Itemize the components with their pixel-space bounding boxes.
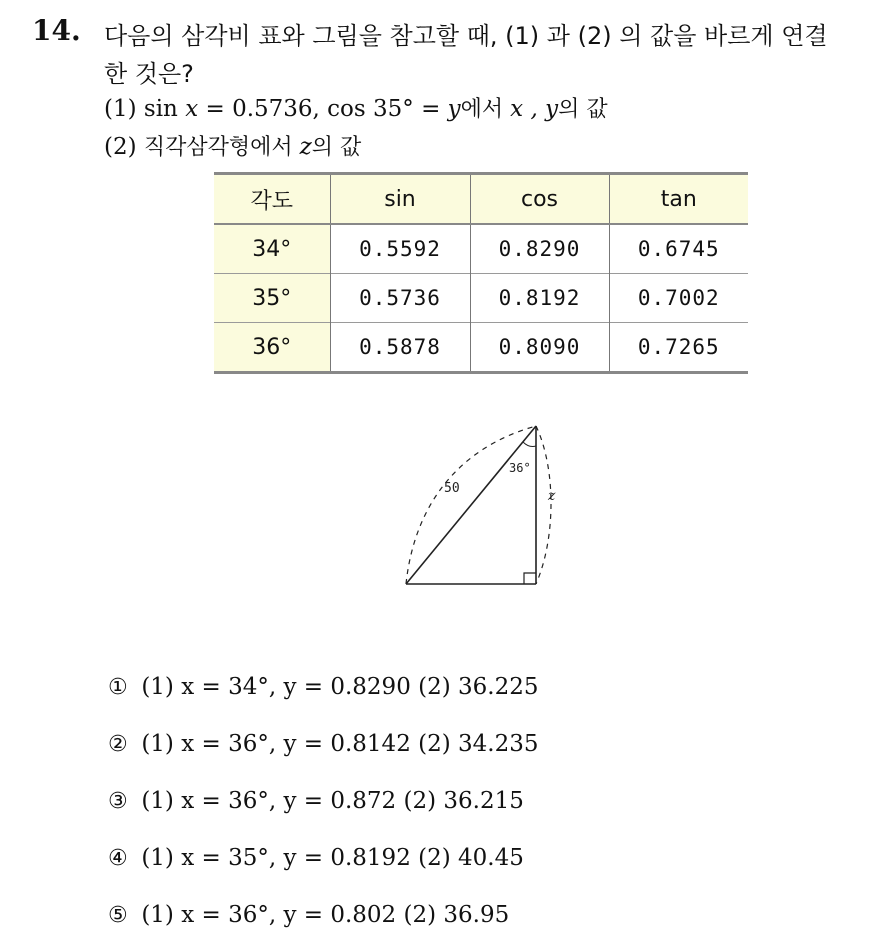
- angle-cell: 35°: [214, 274, 330, 323]
- question-text-line2: 한 것은?: [104, 60, 194, 88]
- answer-choice-5[interactable]: [108, 902, 509, 928]
- tan-cell: 0.7002: [637, 286, 720, 310]
- header-cos: cos: [470, 174, 609, 225]
- question-text-line1: 다음의 삼각비 표와 그림을 참고할 때, (1) 과 (2) 의 값을 바르게 연결: [104, 22, 828, 50]
- angle-cell: 36°: [214, 323, 330, 373]
- side-label-z: z: [548, 488, 556, 504]
- hypotenuse-label: 50: [444, 481, 460, 496]
- angle-cell: 34°: [214, 224, 330, 274]
- trig-table: [214, 172, 748, 374]
- right-angle-mark: [524, 573, 536, 584]
- sub1-ko: 에서: [460, 97, 511, 122]
- table-row: [214, 323, 748, 373]
- choice-mark: ④: [108, 846, 128, 871]
- sub2-end: 의 값: [311, 135, 362, 160]
- question-number: 14.: [32, 14, 81, 47]
- sin-cell: 0.5736: [330, 274, 470, 323]
- choice-mark: ③: [108, 789, 128, 814]
- right-triangle-figure: [396, 418, 566, 598]
- sub1-end: 의 값: [558, 97, 608, 122]
- sub1-vars: x , y: [510, 96, 559, 122]
- table-header-row: [214, 174, 748, 225]
- sin-cell: 0.5878: [330, 323, 470, 373]
- choice-mark: ⑤: [108, 903, 128, 928]
- choice-text: (1) x = 34°, y = 0.8290 (2) 36.225: [141, 674, 539, 700]
- answer-choice-4[interactable]: [108, 845, 524, 871]
- sub-question-2: [104, 130, 361, 161]
- hypotenuse-line: [406, 426, 536, 584]
- table-row: [214, 224, 748, 274]
- answer-choice-3[interactable]: [108, 788, 524, 814]
- choice-mark: ②: [108, 732, 128, 757]
- choice-text: (1) x = 36°, y = 0.872 (2) 36.215: [141, 788, 524, 814]
- answer-choice-1[interactable]: [108, 674, 539, 700]
- sub2-ko: 직각삼각형에서: [143, 135, 300, 160]
- sin-cell: 0.5592: [330, 224, 470, 274]
- angle-label: 36°: [509, 461, 531, 475]
- choice-text: (1) x = 36°, y = 0.8142 (2) 34.235: [141, 731, 539, 757]
- side-arc: [536, 426, 551, 584]
- sub1-var-y: y: [447, 96, 461, 122]
- answer-choice-2[interactable]: [108, 731, 539, 757]
- table-row: [214, 274, 748, 323]
- sub1-prefix: (1) sin: [104, 96, 186, 122]
- choice-text: (1) x = 36°, y = 0.802 (2) 36.95: [141, 902, 510, 928]
- sub2-var-z: z: [299, 134, 312, 160]
- sub2-prefix: (2): [104, 134, 144, 160]
- sub1-mid: = 0.5736, cos 35° =: [198, 96, 448, 122]
- header-sin: sin: [330, 174, 470, 225]
- sub1-var-x: x: [185, 96, 199, 122]
- choice-text: (1) x = 35°, y = 0.8192 (2) 40.45: [141, 845, 524, 871]
- sub-question-1: [104, 92, 608, 123]
- angle-arc: [523, 442, 536, 447]
- choice-mark: ①: [108, 675, 128, 700]
- header-tan: tan: [609, 174, 748, 225]
- cos-cell: 0.8090: [470, 323, 609, 373]
- cos-cell: 0.8192: [470, 274, 609, 323]
- cos-cell: 0.8290: [470, 224, 609, 274]
- tan-cell: 0.7265: [637, 335, 720, 359]
- header-angle: 각도: [214, 174, 330, 225]
- tan-cell: 0.6745: [637, 237, 720, 261]
